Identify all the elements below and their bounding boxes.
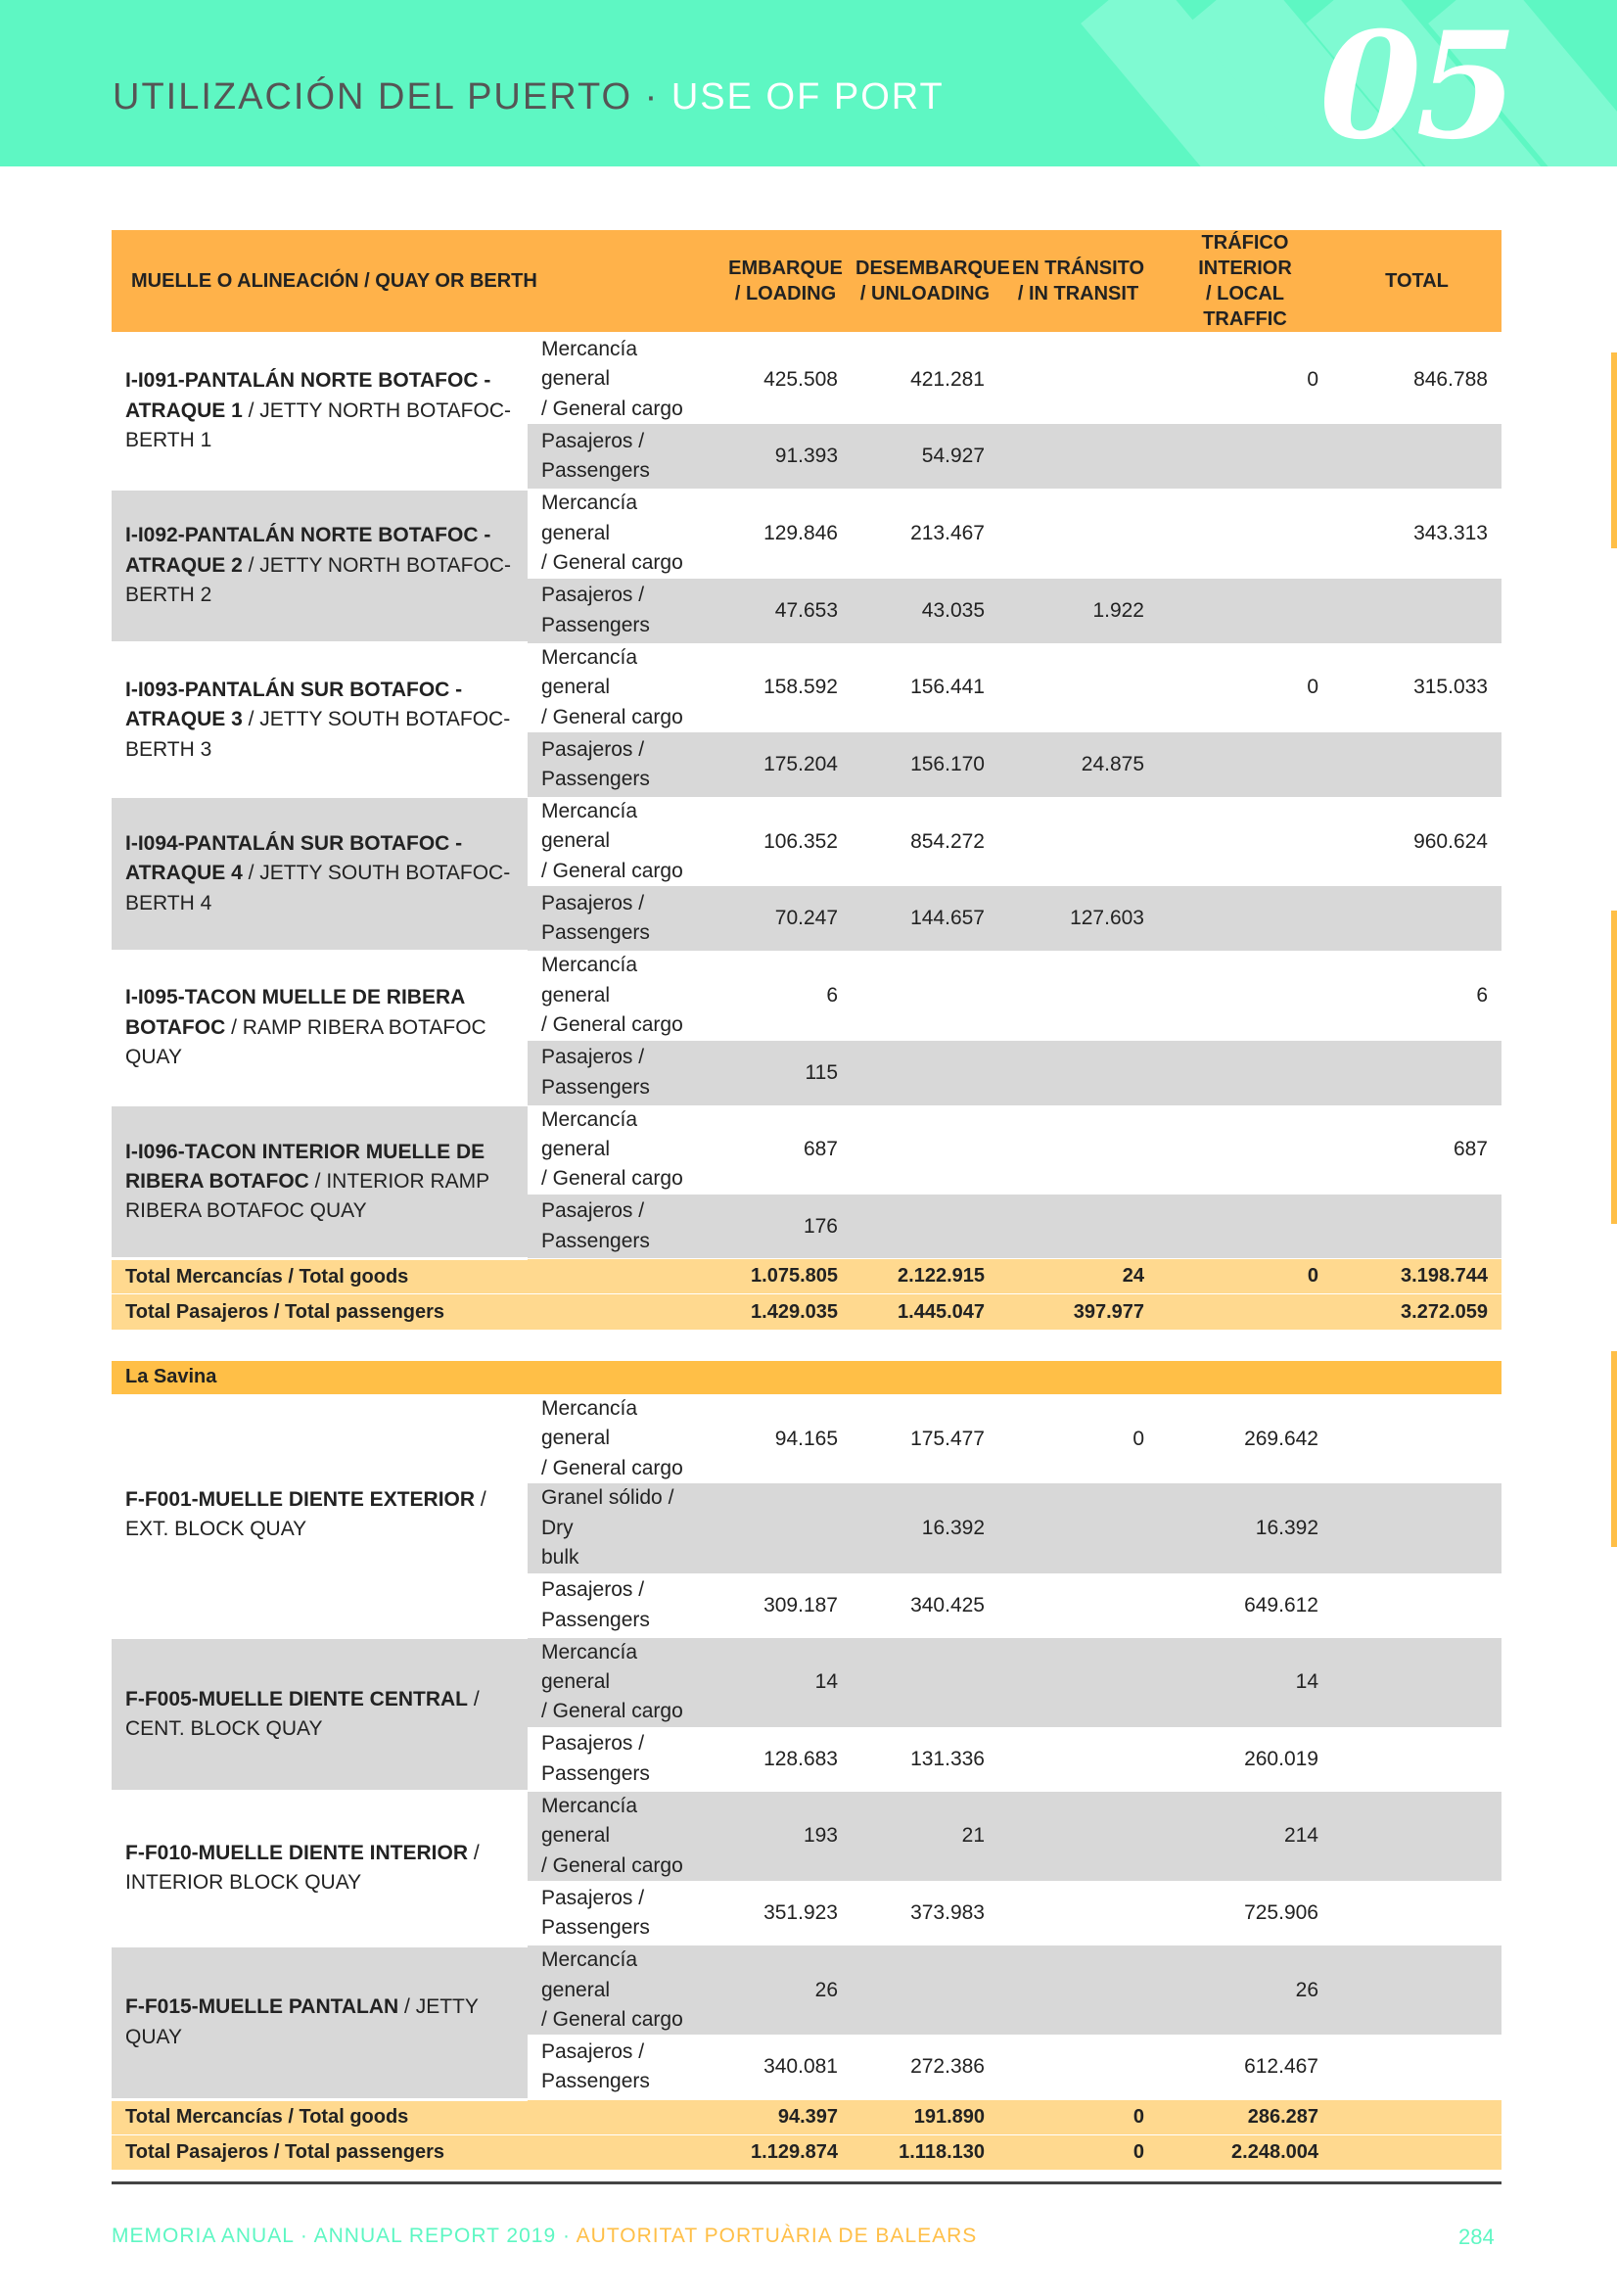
value-loading: 26: [719, 1945, 852, 2035]
quay-name: I-I096-TACON INTERIOR MUELLE DE RIBERA BOTAFOC / INTERIOR RAMP RIBERA BOTAFOC QUAY: [112, 1105, 528, 1259]
table-row: [112, 489, 1502, 578]
value-unloading: 191.890: [852, 2099, 998, 2134]
value-transit: 0: [998, 2134, 1158, 2170]
table-row: [112, 1945, 1502, 2035]
value-unloading: [852, 1638, 998, 1727]
value-local: [1158, 489, 1332, 578]
value-transit: [998, 1945, 1158, 2035]
cargo-type: Mercancía general / General cargo: [528, 1638, 719, 1727]
table-header-row: [112, 230, 1502, 334]
value-loading: 309.187: [719, 1573, 852, 1638]
value-transit: [998, 1195, 1158, 1259]
value-loading: 1.129.874: [719, 2134, 852, 2170]
value-unloading: [852, 1105, 998, 1195]
table-row: [112, 951, 1502, 1040]
value-loading: 193: [719, 1792, 852, 1881]
value-transit: 397.977: [998, 1294, 1158, 1330]
value-local: 16.392: [1158, 1483, 1332, 1572]
value-loading: 47.653: [719, 579, 852, 643]
value-local: 0: [1158, 334, 1332, 425]
value-total: 6: [1332, 951, 1502, 1040]
title-spanish: UTILIZACIÓN DEL PUERTO: [113, 76, 633, 117]
value-unloading: [852, 951, 998, 1040]
quay-name: F-F005-MUELLE DIENTE CENTRAL / CENT. BLOCK QUAY: [112, 1638, 528, 1792]
value-transit: [998, 951, 1158, 1040]
value-unloading: 54.927: [852, 424, 998, 489]
value-loading: 176: [719, 1195, 852, 1259]
value-unloading: [852, 1945, 998, 2035]
value-loading: 1.075.805: [719, 1259, 852, 1294]
value-local: 14: [1158, 1638, 1332, 1727]
total-goods-row: [112, 2099, 1502, 2134]
value-loading: 70.247: [719, 886, 852, 951]
cargo-type: Pasajeros / Passengers: [528, 1041, 719, 1105]
total-passengers-row: [112, 2134, 1502, 2170]
value-local: 612.467: [1158, 2035, 1332, 2099]
value-transit: [998, 1105, 1158, 1195]
value-loading: 158.592: [719, 643, 852, 732]
value-transit: [998, 1041, 1158, 1105]
value-transit: [998, 2035, 1158, 2099]
value-transit: [998, 1483, 1158, 1572]
quay-name: I-I095-TACON MUELLE DE RIBERA BOTAFOC / RAMP RIBERA BOTAFOC QUAY: [112, 951, 528, 1104]
value-loading: 1.429.035: [719, 1294, 852, 1330]
value-local: [1158, 1195, 1332, 1259]
col-unloading-header: DESEMBARQUE / UNLOADING: [852, 230, 998, 334]
quay-name: F-F001-MUELLE DIENTE EXTERIOR / EXT. BLOCK QUAY: [112, 1394, 528, 1638]
value-local: 0: [1158, 1259, 1332, 1294]
table-row: [112, 1638, 1502, 1727]
value-local: 269.642: [1158, 1394, 1332, 1483]
value-loading: 106.352: [719, 797, 852, 886]
value-total: [1332, 732, 1502, 797]
value-loading: 91.393: [719, 424, 852, 489]
value-local: 26: [1158, 1945, 1332, 2035]
value-unloading: 16.392: [852, 1483, 998, 1572]
value-loading: 129.846: [719, 489, 852, 578]
value-total: 846.788: [1332, 334, 1502, 425]
value-local: 286.287: [1158, 2099, 1332, 2134]
edge-tab: [1611, 352, 1617, 548]
cargo-type: Mercancía general / General cargo: [528, 643, 719, 732]
cargo-type: Mercancía general / General cargo: [528, 1105, 719, 1195]
value-unloading: 213.467: [852, 489, 998, 578]
value-local: [1158, 797, 1332, 886]
quay-name: I-I092-PANTALÁN NORTE BOTAFOC - ATRAQUE 2 / JETTY NORTH BOTAFOC-BERTH 2: [112, 489, 528, 642]
value-transit: 0: [998, 2099, 1158, 2134]
value-total: [1332, 424, 1502, 489]
value-transit: [998, 334, 1158, 425]
value-unloading: 43.035: [852, 579, 998, 643]
value-unloading: 272.386: [852, 2035, 998, 2099]
header-band: [0, 0, 1617, 166]
cargo-type: Mercancía general / General cargo: [528, 489, 719, 578]
value-loading: 340.081: [719, 2035, 852, 2099]
cargo-type: Pasajeros / Passengers: [528, 424, 719, 489]
value-loading: 115: [719, 1041, 852, 1105]
page-title: [113, 76, 945, 118]
value-transit: 24: [998, 1259, 1158, 1294]
col-total-header: TOTAL: [1332, 230, 1502, 334]
quay-name: I-I093-PANTALÁN SUR BOTAFOC - ATRAQUE 3 / JETTY SOUTH BOTAFOC-BERTH 3: [112, 643, 528, 797]
footer-report: MEMORIA ANUAL · ANNUAL REPORT 2019 ·: [112, 2225, 577, 2247]
cargo-type: Mercancía general / General cargo: [528, 1945, 719, 2035]
section-title: La Savina: [112, 1361, 1502, 1394]
value-unloading: 156.441: [852, 643, 998, 732]
cargo-type: Granel sólido / Dry bulk: [528, 1483, 719, 1572]
page-number: 284: [1458, 2225, 1495, 2249]
value-unloading: 373.983: [852, 1881, 998, 1945]
value-loading: 94.397: [719, 2099, 852, 2134]
quay-name: I-I094-PANTALÁN SUR BOTAFOC - ATRAQUE 4 / JETTY SOUTH BOTAFOC-BERTH 4: [112, 797, 528, 951]
cargo-type: Pasajeros / Passengers: [528, 1727, 719, 1792]
cargo-type: Mercancía general / General cargo: [528, 1792, 719, 1881]
value-transit: [998, 1727, 1158, 1792]
footer-text: [112, 2225, 977, 2248]
value-loading: 14: [719, 1638, 852, 1727]
value-transit: 1.922: [998, 579, 1158, 643]
edge-tab: [1611, 911, 1617, 1224]
value-unloading: 2.122.915: [852, 1259, 998, 1294]
value-local: [1158, 732, 1332, 797]
cargo-type: Pasajeros / Passengers: [528, 1881, 719, 1945]
quay-name: I-I091-PANTALÁN NORTE BOTAFOC - ATRAQUE 1 / JETTY NORTH BOTAFOC-BERTH 1: [112, 334, 528, 490]
cargo-type: Mercancía general / General cargo: [528, 334, 719, 425]
value-loading: 94.165: [719, 1394, 852, 1483]
value-local: [1158, 1041, 1332, 1105]
total-label: Total Mercancías / Total goods: [112, 2099, 719, 2134]
quay-name: F-F010-MUELLE DIENTE INTERIOR / INTERIOR BLOCK QUAY: [112, 1792, 528, 1945]
value-total: 315.033: [1332, 643, 1502, 732]
value-transit: [998, 1638, 1158, 1727]
value-total: [1332, 1195, 1502, 1259]
table-row: [112, 643, 1502, 732]
value-loading: 128.683: [719, 1727, 852, 1792]
col-quay-header: MUELLE O ALINEACIÓN / QUAY OR BERTH: [112, 230, 719, 334]
value-local: 725.906: [1158, 1881, 1332, 1945]
total-label: Total Mercancías / Total goods: [112, 1259, 719, 1294]
total-label: Total Pasajeros / Total passengers: [112, 1294, 719, 1330]
value-total: 687: [1332, 1105, 1502, 1195]
value-loading: [719, 1483, 852, 1572]
value-local: [1158, 424, 1332, 489]
value-total: 3.272.059: [1332, 1294, 1502, 1330]
value-transit: [998, 1881, 1158, 1945]
value-unloading: 340.425: [852, 1573, 998, 1638]
value-transit: [998, 797, 1158, 886]
value-loading: 425.508: [719, 334, 852, 425]
value-total: 343.313: [1332, 489, 1502, 578]
quay-name: F-F015-MUELLE PANTALAN / JETTY QUAY: [112, 1945, 528, 2099]
title-separator: ·: [632, 76, 671, 117]
value-local: [1158, 951, 1332, 1040]
value-local: 260.019: [1158, 1727, 1332, 1792]
cargo-type: Pasajeros / Passengers: [528, 579, 719, 643]
value-local: [1158, 886, 1332, 951]
title-english: USE OF PORT: [670, 76, 945, 117]
cargo-type: Pasajeros / Passengers: [528, 1573, 719, 1638]
table-row: [112, 797, 1502, 886]
value-unloading: 144.657: [852, 886, 998, 951]
cargo-type: Mercancía general / General cargo: [528, 951, 719, 1040]
edge-tab: [1611, 1351, 1617, 1547]
value-loading: 687: [719, 1105, 852, 1195]
value-local: [1158, 579, 1332, 643]
section-row: [112, 1361, 1502, 1394]
cargo-type: Pasajeros / Passengers: [528, 886, 719, 951]
value-transit: [998, 1573, 1158, 1638]
footer-divider: [112, 2181, 1502, 2184]
value-local: 2.248.004: [1158, 2134, 1332, 2170]
value-total: [1332, 1041, 1502, 1105]
value-transit: [998, 489, 1158, 578]
value-unloading: 156.170: [852, 732, 998, 797]
value-transit: [998, 643, 1158, 732]
value-total: 960.624: [1332, 797, 1502, 886]
value-unloading: 1.118.130: [852, 2134, 998, 2170]
footer-authority: AUTORITAT PORTUÀRIA DE BALEARS: [576, 2225, 978, 2247]
value-transit: 127.603: [998, 886, 1158, 951]
table-row: [112, 1394, 1502, 1483]
value-transit: 24.875: [998, 732, 1158, 797]
chapter-number: 05: [1319, 0, 1512, 166]
value-loading: 175.204: [719, 732, 852, 797]
col-local-header: TRÁFICO INTERIOR / LOCAL TRAFFIC: [1158, 230, 1332, 334]
value-loading: 351.923: [719, 1881, 852, 1945]
table-row: [112, 1792, 1502, 1881]
value-total: [1332, 886, 1502, 951]
value-unloading: [852, 1195, 998, 1259]
value-unloading: 131.336: [852, 1727, 998, 1792]
table-row: [112, 1105, 1502, 1195]
value-unloading: [852, 1041, 998, 1105]
value-local: 214: [1158, 1792, 1332, 1881]
cargo-type: Pasajeros / Passengers: [528, 732, 719, 797]
value-total: 3.198.744: [1332, 1259, 1502, 1294]
value-loading: 6: [719, 951, 852, 1040]
col-transit-header: EN TRÁNSITO / IN TRANSIT: [998, 230, 1158, 334]
value-local: 0: [1158, 643, 1332, 732]
col-loading-header: EMBARQUE / LOADING: [719, 230, 852, 334]
value-unloading: 421.281: [852, 334, 998, 425]
port-usage-table: [112, 230, 1502, 2170]
value-local: 649.612: [1158, 1573, 1332, 1638]
value-transit: [998, 1792, 1158, 1881]
cargo-type: Pasajeros / Passengers: [528, 1195, 719, 1259]
total-goods-row: [112, 1259, 1502, 1294]
value-unloading: 1.445.047: [852, 1294, 998, 1330]
cargo-type: Pasajeros / Passengers: [528, 2035, 719, 2099]
total-passengers-row: [112, 1294, 1502, 1330]
value-unloading: 175.477: [852, 1394, 998, 1483]
value-unloading: 21: [852, 1792, 998, 1881]
value-transit: 0: [998, 1394, 1158, 1483]
total-label: Total Pasajeros / Total passengers: [112, 2134, 719, 2170]
table-row: [112, 334, 1502, 425]
value-unloading: 854.272: [852, 797, 998, 886]
value-transit: [998, 424, 1158, 489]
value-local: [1158, 1105, 1332, 1195]
value-total: [1332, 579, 1502, 643]
cargo-type: Mercancía general / General cargo: [528, 797, 719, 886]
value-local: [1158, 1294, 1332, 1330]
cargo-type: Mercancía general / General cargo: [528, 1394, 719, 1483]
